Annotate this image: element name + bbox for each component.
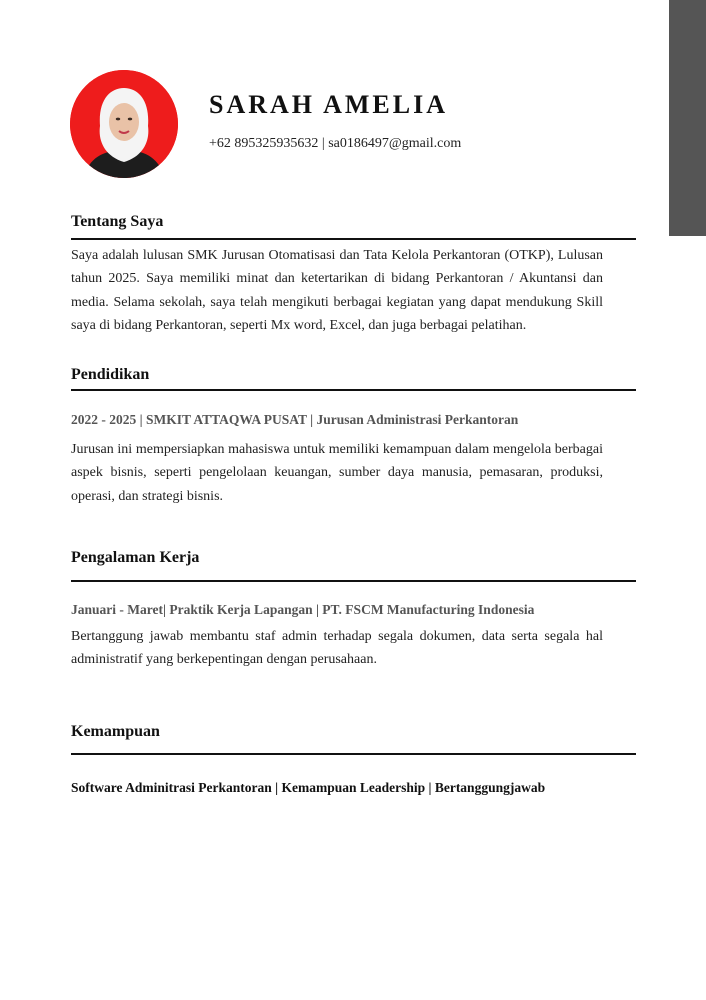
section-title-skills: Kemampuan xyxy=(71,723,160,740)
person-avatar-icon xyxy=(70,70,178,178)
education-text: Jurusan ini mempersiapkan mahasiswa untuk memiliki kemampuan dalam mengelola berbagai aspek bisnis, seperti pengelolaan keuangan, sumber daya manusia, pemasaran, produksi, operasi, dan strategi bisnis. xyxy=(71,442,603,504)
experience-text: Bertanggung jawab membantu staf admin terhadap segala dokumen, data serta segala hal administratif yang berkepentingan dengan perusahaan. xyxy=(71,629,603,668)
section-divider xyxy=(71,753,636,755)
skills-list: Software Adminitrasi Perkantoran | Kemampuan Leadership | Bertanggungjawab xyxy=(71,780,546,795)
experience-entry: Januari - Maret| Praktik Kerja Lapangan | PT. FSCM Manufacturing Indonesia xyxy=(71,602,535,617)
education-entry: 2022 - 2025 | SMKIT ATTAQWA PUSAT | Jurusan Administrasi Perkantoran xyxy=(71,412,519,427)
section-title-education: Pendidikan xyxy=(71,366,150,383)
profile-photo xyxy=(70,70,178,178)
section-title-about: Tentang Saya xyxy=(71,213,164,230)
contact-info: +62 895325935632 | sa0186497@gmail.com xyxy=(209,136,462,151)
section-divider xyxy=(71,580,636,582)
section-divider xyxy=(71,389,636,391)
about-text: Saya adalah lulusan SMK Jurusan Otomatisasi dan Tata Kelola Perkantoran (OTKP), Lulusan tahun 2025. Saya memiliki minat dan ketertarikan di bidang Perkantoran / Akuntansi dan media. Selama sekolah, saya telah mengikuti berbagai kegiatan yang dapat mendukung Skill saya di bidang Perkantoran, seperti Mx word, Excel, dan juga berbagai pelatihan. xyxy=(71,248,603,334)
section-divider xyxy=(71,238,636,240)
candidate-name: SARAH AMELIA xyxy=(209,90,448,119)
scrollbar-thumb[interactable] xyxy=(669,0,706,236)
section-title-experience: Pengalaman Kerja xyxy=(71,549,200,566)
